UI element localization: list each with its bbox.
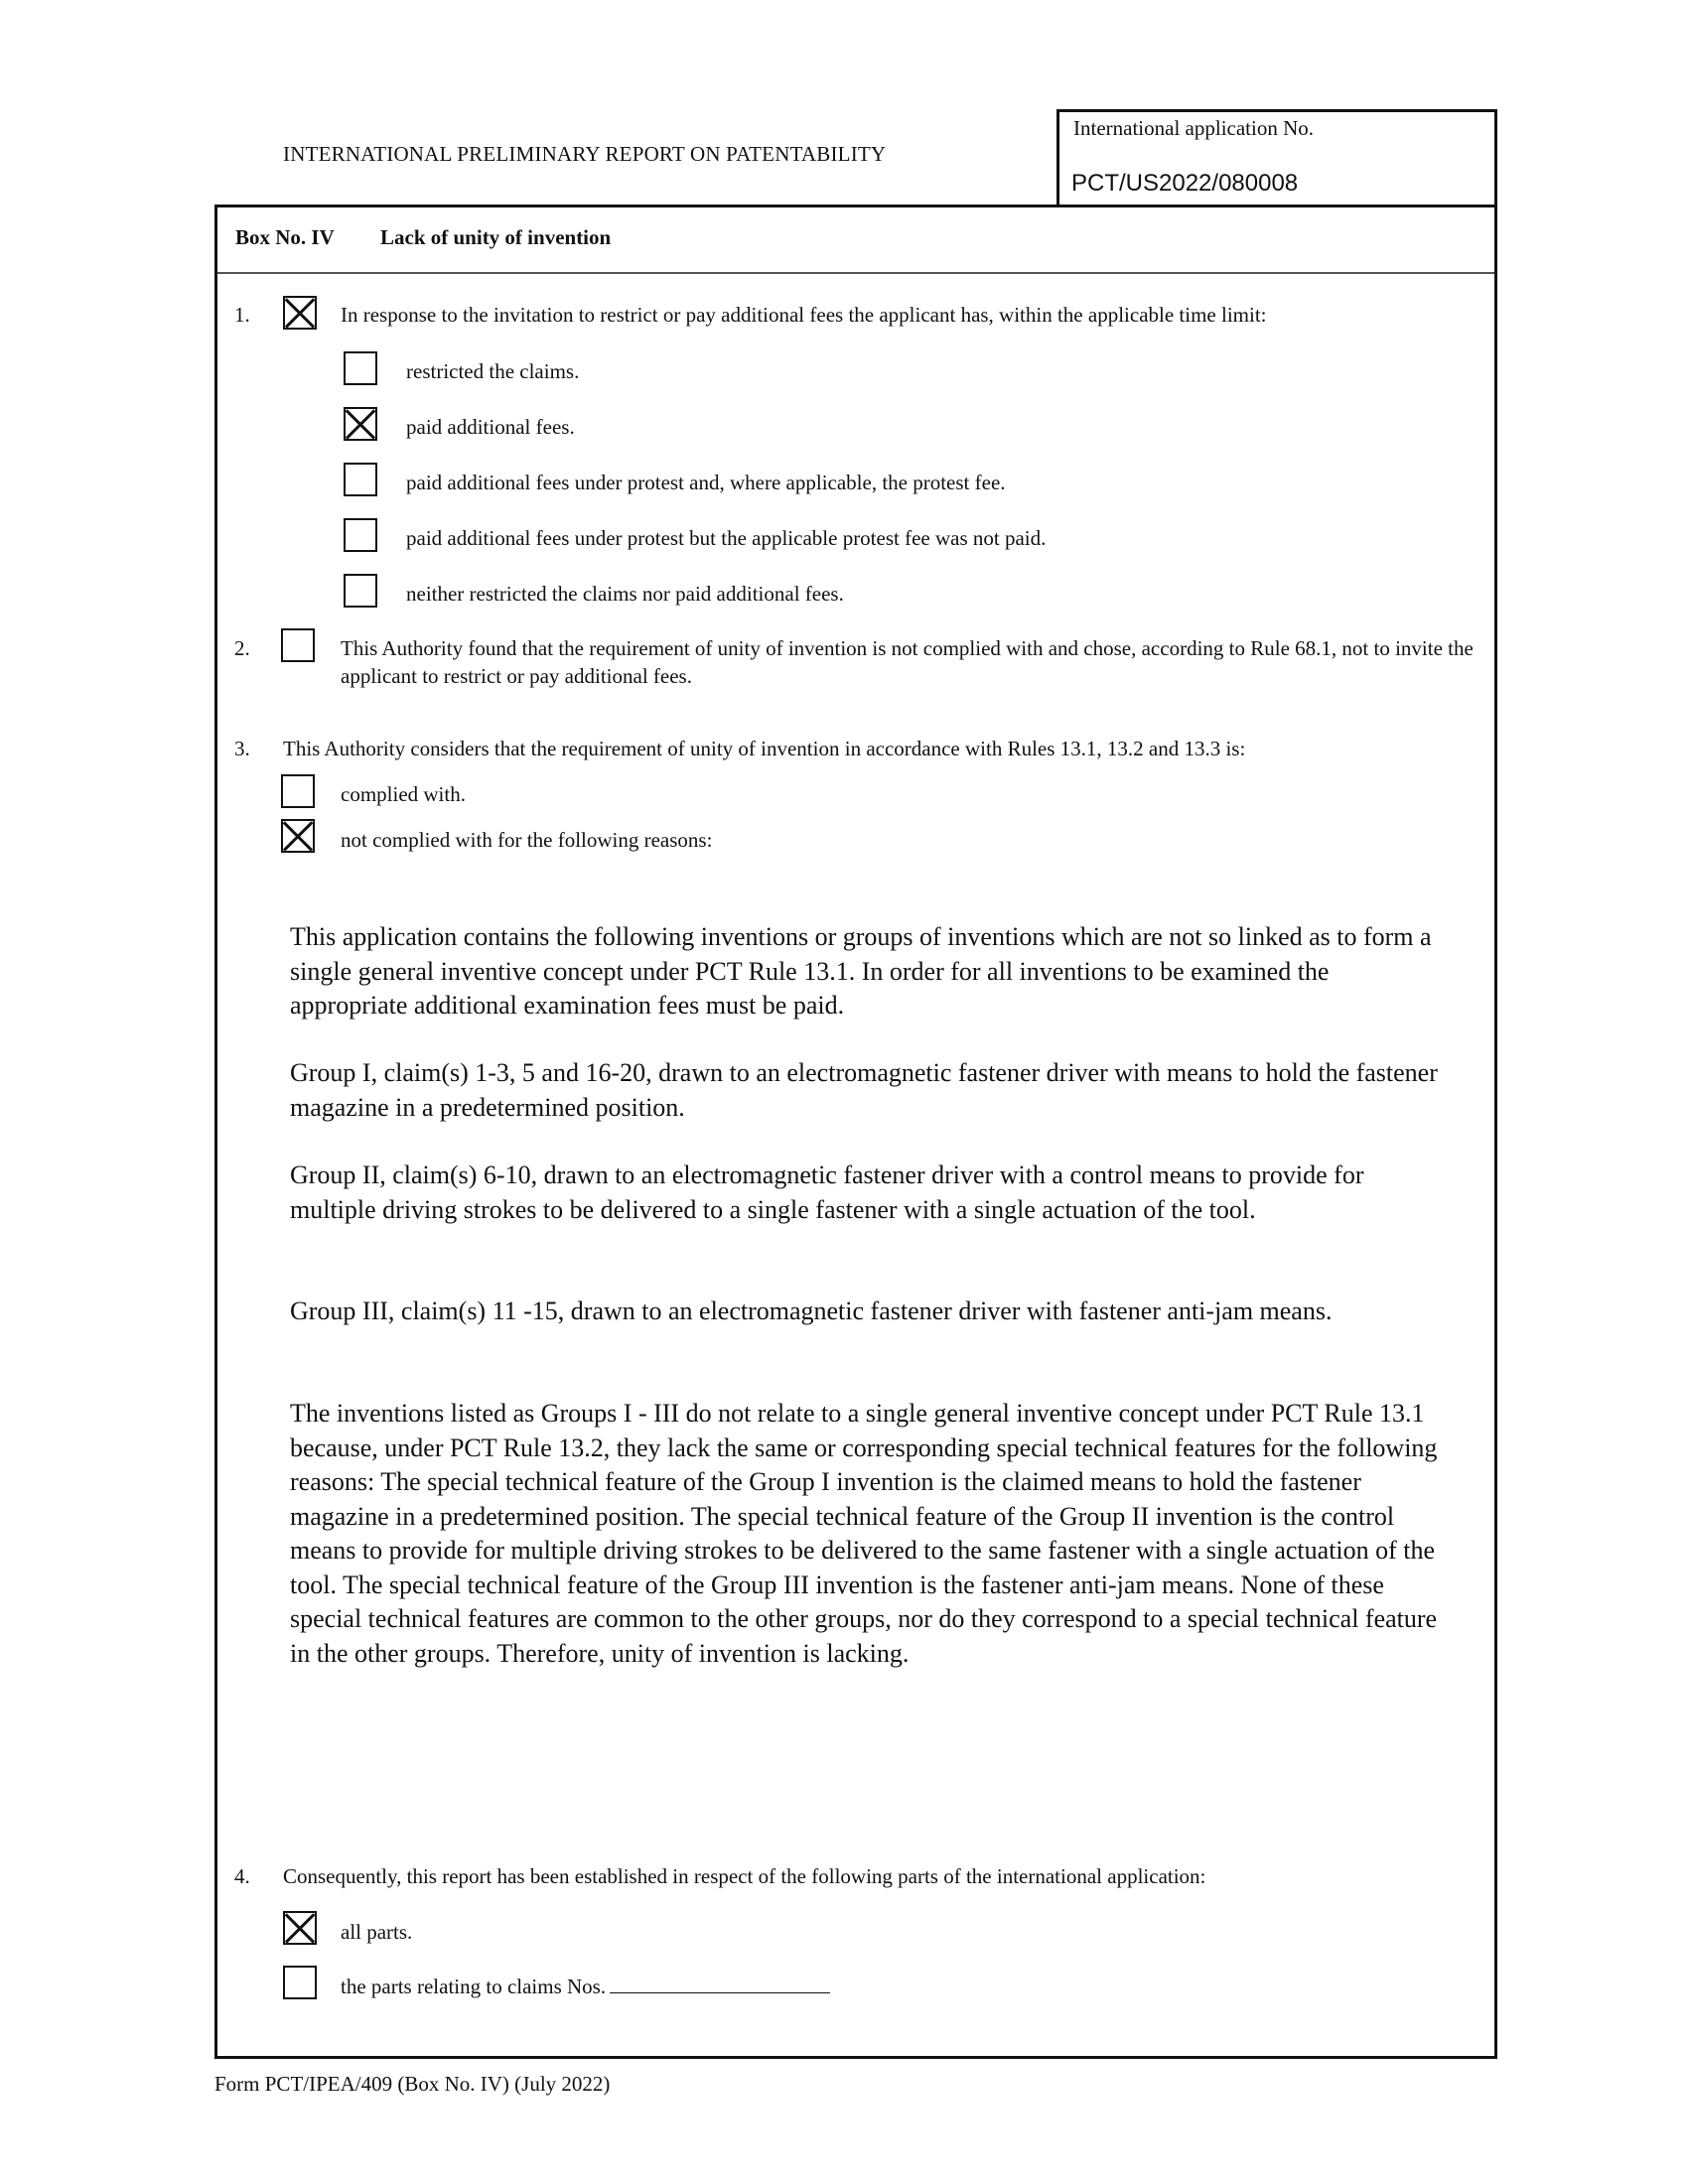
option-label: not complied with for the following reasons: bbox=[341, 828, 713, 852]
reason-paragraph: This application contains the following inventions or groups of inventions which are not so linked as to form a single general inventive concept under PCT Rule 13.1. In order for all inventions to be examined the appropriate additional examination fees must be paid. bbox=[290, 922, 1432, 1020]
application-number-box bbox=[1056, 109, 1497, 206]
item-1-number: 1. bbox=[234, 303, 250, 327]
item-2-text: This Authority found that the requirement of unity of invention is not complied with and chose, according to Rule 68.1, not to invite the applicant to restrict or pay additional fees. bbox=[341, 636, 1474, 688]
reason-paragraph: Group II, claim(s) 6-10, drawn to an electromagnetic fastener driver with a control means to provide for multiple driving strokes to be delivered to a single fastener with a single actuation of the tool. bbox=[290, 1160, 1364, 1224]
parts-relating-to-claims bbox=[341, 1973, 830, 2000]
option-neither-checkbox[interactable] bbox=[344, 574, 377, 608]
item-4-text: Consequently, this report has been established in respect of the following parts of the international application: bbox=[283, 1864, 1206, 1888]
item-1-text: In response to the invitation to restrict or pay additional fees the applicant has, within the applicable time limit: bbox=[341, 303, 1267, 327]
claims-numbers-blank[interactable] bbox=[610, 1973, 830, 1993]
option-protest-fee-not-paid-checkbox[interactable] bbox=[344, 518, 377, 552]
option-label: paid additional fees. bbox=[406, 415, 575, 439]
option-label: neither restricted the claims nor paid additional fees. bbox=[406, 582, 844, 606]
option-label: restricted the claims. bbox=[406, 359, 580, 383]
option-label: all parts. bbox=[341, 1920, 413, 1944]
item-2-number: 2. bbox=[234, 636, 250, 660]
box-iv-frame bbox=[214, 205, 1497, 2059]
report-title: INTERNATIONAL PRELIMINARY REPORT ON PATENTABILITY bbox=[283, 142, 887, 166]
parts-relating-to-claims-checkbox[interactable] bbox=[283, 1966, 317, 1999]
reason-paragraph: Group I, claim(s) 1-3, 5 and 16-20, drawn to an electromagnetic fastener driver with means to hold the fastener magazine in a predetermined position. bbox=[290, 1058, 1438, 1122]
option-label: complied with. bbox=[341, 782, 466, 806]
complied-with-checkbox[interactable] bbox=[281, 774, 315, 808]
option-label: paid additional fees under protest and, where applicable, the protest fee. bbox=[406, 471, 1006, 494]
application-number-label: International application No. bbox=[1073, 116, 1315, 140]
application-number-value: PCT/US2022/080008 bbox=[1071, 170, 1299, 197]
reason-paragraph: The inventions listed as Groups I - III do not relate to a single general inventive concept under PCT Rule 13.1 because, under PCT Rule 13.2, they lack the same or corresponding special technical features for the following reasons: The special technical feature of the Group I invention is the claimed means to hold the fastener magazine in a predetermined position. The special technical feature of the Group II invention is the control means to provide for multiple driving strokes to be delivered to the same fastener with a single actuation of the tool. The special technical feature of the Group III invention is the fastener anti-jam means. None of these special technical features are common to the other groups, nor do they correspond to a special technical feature in the other groups. Therefore, unity of invention is lacking. bbox=[290, 1399, 1438, 1668]
item-3-number: 3. bbox=[234, 737, 250, 760]
item-4-number: 4. bbox=[234, 1864, 250, 1888]
option-label: paid additional fees under protest but the applicable protest fee was not paid. bbox=[406, 526, 1047, 550]
item-3-text: This Authority considers that the requirement of unity of invention in accordance with Rules 13.1, 13.2 and 13.3 is: bbox=[283, 737, 1246, 760]
item-2-checkbox[interactable] bbox=[281, 628, 315, 662]
option-label: the parts relating to claims Nos. bbox=[341, 1975, 607, 1998]
not-complied-with-checkbox[interactable] bbox=[281, 819, 315, 853]
reason-paragraph: Group III, claim(s) 11 -15, drawn to an electromagnetic fastener driver with fastener anti-jam means. bbox=[290, 1297, 1333, 1325]
box-header bbox=[217, 207, 1494, 274]
option-paid-fees-checkbox[interactable] bbox=[344, 407, 377, 441]
box-title: Lack of unity of invention bbox=[380, 225, 612, 249]
option-paid-under-protest-checkbox[interactable] bbox=[344, 463, 377, 496]
option-restricted-claims-checkbox[interactable] bbox=[344, 351, 377, 385]
item-1-checkbox[interactable] bbox=[283, 296, 317, 330]
all-parts-checkbox[interactable] bbox=[283, 1911, 317, 1945]
box-number: Box No. IV bbox=[235, 225, 335, 249]
form-footer: Form PCT/IPEA/409 (Box No. IV) (July 2022) bbox=[214, 2072, 611, 2096]
